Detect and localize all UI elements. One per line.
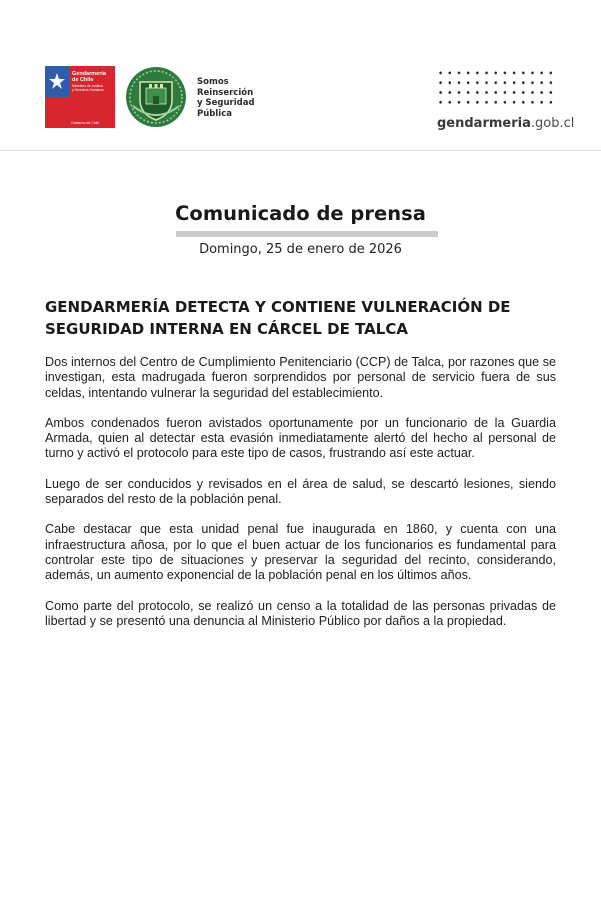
chile-logo-line-4: y Derechos Humanos bbox=[72, 88, 104, 92]
article-paragraph: Ambos condenados fueron avistados oportunamente por un funcionario de la Guardia Armada, quien al detectar esta evasión inmediatamente alertó del hecho al personal de turno y activó el protocolo para este tipo de casos, frustrando así este actuar. bbox=[45, 415, 556, 461]
chile-logo-line-3: Ministerio de Justicia bbox=[72, 84, 103, 88]
article-paragraph: Dos internos del Centro de Cumplimiento Penitenciario (CCP) de Talca, por razones que se investigan, esta madrugada fueron sorprendidos por personal de servicio fuera de sus celdas, intentando vulnerar la seguridad del establecimiento. bbox=[45, 355, 556, 400]
article-paragraph: Luego de ser conducidos y revisados en el área de salud, se descartó lesiones, siendo separados del resto de la población penal. bbox=[45, 476, 556, 507]
press-release-title: Comunicado de prensa bbox=[175, 202, 426, 225]
chile-logo-footer: Gobierno de Chile bbox=[71, 121, 100, 125]
article-paragraph: Como parte del protocolo, se realizó un censo a la totalidad de las personas privadas de libertad y se presentó una denuncia al Ministerio Público por daños a la propiedad. bbox=[45, 598, 556, 628]
website-url bbox=[437, 116, 574, 131]
gobierno-de-chile-logo bbox=[45, 66, 115, 128]
article-body bbox=[45, 355, 556, 644]
slogan-line: Reinserción bbox=[197, 87, 254, 98]
slogan-line: y Seguridad bbox=[197, 98, 255, 108]
dot-pattern-decoration bbox=[436, 68, 556, 108]
slogan-line: Somos bbox=[197, 77, 229, 87]
article-headline: GENDARMERÍA DETECTA Y CONTIENE VULNERACIÓN DE SEGURIDAD INTERNA EN CÁRCEL DE TALCA bbox=[45, 298, 511, 338]
letterhead bbox=[0, 0, 601, 151]
website-url-domain: .gob.cl bbox=[530, 116, 575, 131]
chile-logo-line-2: de Chile bbox=[72, 77, 94, 83]
website-url-bold: gendarmeria bbox=[437, 116, 531, 131]
article-paragraph: Cabe destacar que esta unidad penal fue inaugurada en 1860, y cuenta con una infraestructura añosa, por lo que el buen actuar de los funcionarios es fundamental para controlar este tipo de situaciones y preservar la seguridad del recinto, considerando, además, un aumento exponencial de la población penal en los últimos años. bbox=[45, 522, 556, 583]
title-underline bbox=[176, 231, 438, 237]
chile-logo-line-1: Gendarmería bbox=[72, 71, 106, 77]
press-date: Domingo, 25 de enero de 2026 bbox=[199, 242, 402, 257]
gendarmeria-shield-emblem-icon bbox=[125, 66, 187, 128]
slogan bbox=[197, 77, 255, 119]
slogan-line: Pública bbox=[197, 108, 232, 119]
